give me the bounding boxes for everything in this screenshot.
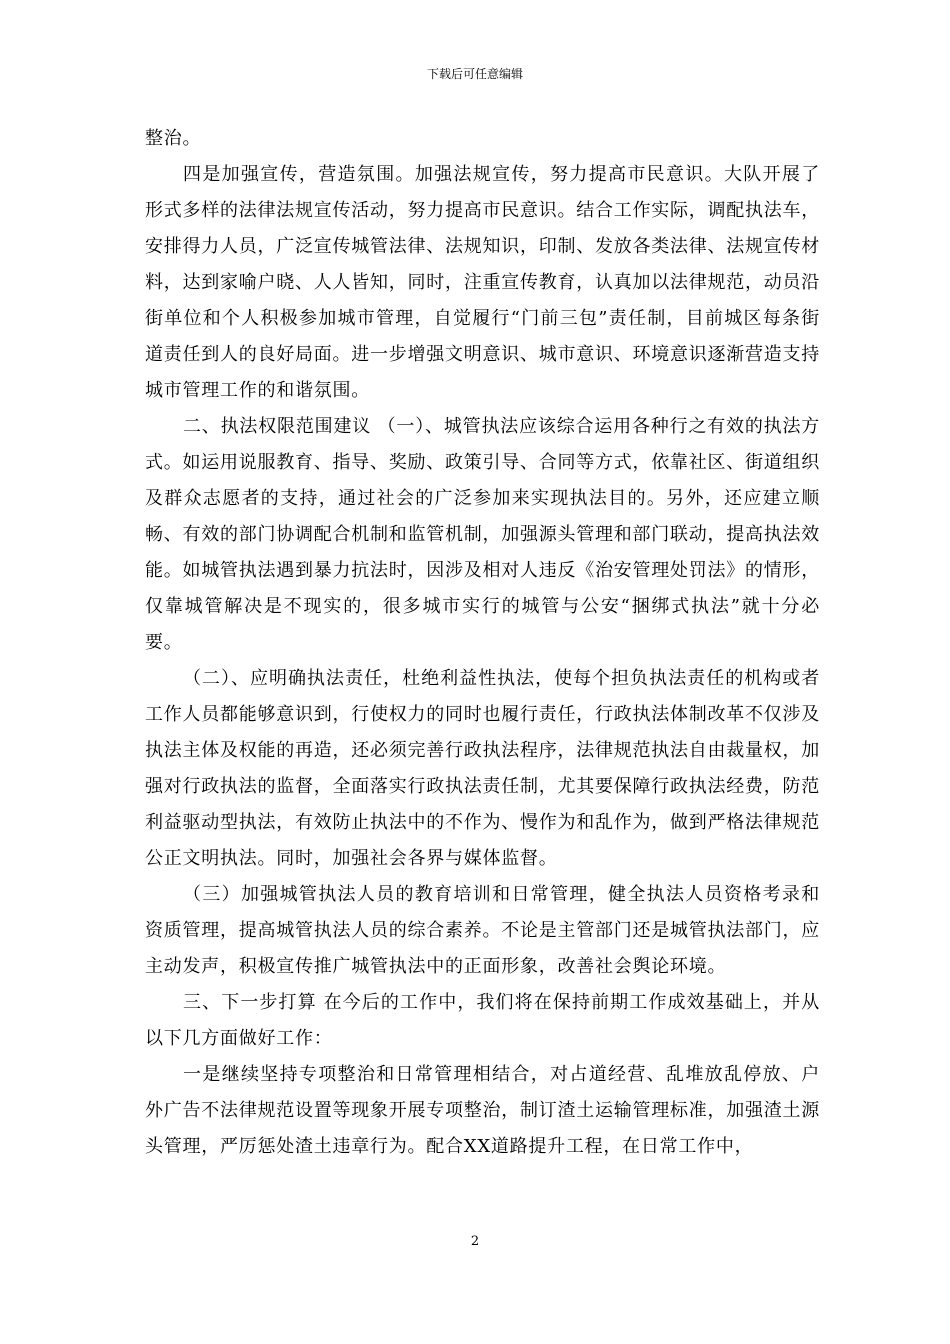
- page-header: 下载后可任意编辑: [426, 67, 523, 81]
- paragraph-3: 二、执法权限范围建议 （一）、城管执法应该综合运用各种行之有效的执法方式。如运用说服教育、指导、奖励、政策引导、合同等方式，依靠社区、街道组织及群众志愿者的支持，通过社会的广泛参加来实现执法目的。另外，还应建立顺畅、有效的部门协调配合机制和监管机制，加强源头管理和部门联动，提高执法效能。如城管执法遇到暴力抗法时，因涉及相对人违反《治安管理处罚法》的情形，仅靠城管解决是不现实的，很多城市实行的城管与公安“捆绑式执法”就十分必要。: [145, 416, 820, 653]
- paragraph-6: 三、下一步打算 在今后的工作中，我们将在保持前期工作成效基础上，并从以下几方面做好工作：: [145, 992, 820, 1049]
- paragraph-2: 四是加强宣传，营造氛围。加强法规宣传，努力提高市民意识。大队开展了形式多样的法律法规宣传活动，努力提高市民意识。结合工作实际，调配执法车，安排得力人员，广泛宣传城管法律、法规知识，印制、发放各类法律、法规宣传材料，达到家喻户晓、人人皆知，同时，注重宣传教育，认真加以法律规范，动员沿街单位和个人积极参加城市管理，自觉履行“门前三包”责任制，目前城区每条街道责任到人的良好局面。进一步增强文明意识、城市意识、环境意识逐渐营造支持城市管理工作的和谐氛围。: [145, 164, 820, 401]
- paragraph-5: （三）加强城管执法人员的教育培训和日常管理，健全执法人员资格考录和资质管理，提高城管执法人员的综合素养。不论是主管部门还是城管执法部门，应主动发声，积极宣传推广城管执法中的正面形象，改善社会舆论环境。: [145, 884, 820, 977]
- paragraph-7: 一是继续坚持专项整治和日常管理相结合，对占道经营、乱堆放乱停放、户外广告不法律规范设置等现象开展专项整治，制订渣土运输管理标准，加强渣土源头管理，严厉惩处渣土违章行为。配合XX道路提升工程，在日常工作中，: [145, 1064, 820, 1157]
- paragraph-1: 整治。: [145, 128, 202, 149]
- paragraph-4: （二）、应明确执法责任，杜绝利益性执法，使每个担负执法责任的机构或者工作人员都能够意识到，行使权力的同时也履行责任，行政执法体制改革不仅涉及执法主体及权能的再造，还必须完善行政执法程序，法律规范执法自由裁量权，加强对行政执法的监督，全面落实行政执法责任制，尤其要保障行政执法经费，防范利益驱动型执法，有效防止执法中的不作为、慢作为和乱作为，做到严格法律规范公正文明执法。同时，加强社会各界与媒体监督。: [145, 668, 820, 869]
- page-number: 2: [470, 1234, 480, 1249]
- document-body: [145, 121, 820, 1165]
